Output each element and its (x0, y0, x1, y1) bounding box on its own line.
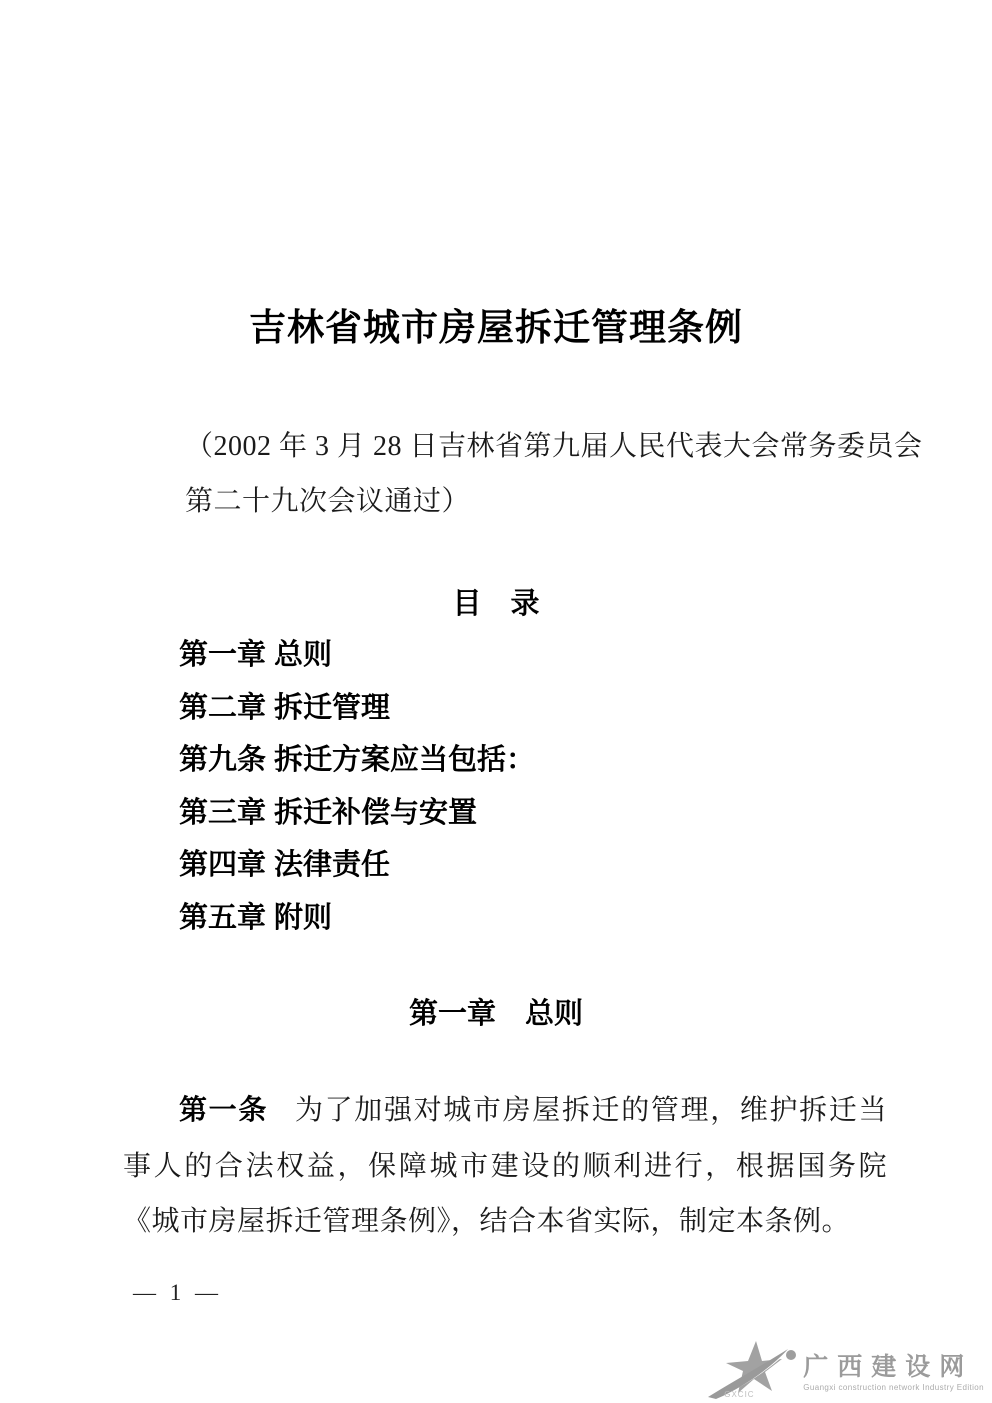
article-1-label: 第一条 (179, 1094, 268, 1125)
toc-item-chapter-4: 第四章 法律责任 (179, 849, 391, 882)
toc-item-chapter-3: 第三章 拆迁补偿与安置 (179, 796, 478, 829)
toc-item-article-9: 第九条 拆迁方案应当包括： (179, 744, 536, 777)
site-watermark (698, 1333, 984, 1401)
chapter-1-heading: 第一章 总则 (408, 998, 583, 1030)
adoption-note (185, 419, 923, 529)
site-name: 广西建设网 (803, 1354, 974, 1381)
site-subtitle: Guangxi construction network Industry Edition (803, 1383, 984, 1392)
star-logo-icon (698, 1333, 803, 1401)
document-title: 吉林省城市房屋拆迁管理条例 (249, 307, 743, 348)
toc-item-chapter-2: 第二章 拆迁管理 (179, 691, 391, 724)
logo-small-text: GXCIC (724, 1390, 755, 1399)
adoption-note-line: （2002 年 3 月 28 日吉林省第九届人民代表大会常务委员会 (185, 431, 923, 462)
toc-heading: 目 录 (452, 588, 540, 620)
toc-list (179, 629, 535, 945)
toc-item-chapter-1: 第一章 总则 (179, 639, 333, 671)
toc-item-chapter-5: 第五章 附则 (179, 901, 333, 934)
article-1-paragraph (123, 1082, 887, 1250)
page-number: — 1 — (133, 1280, 222, 1305)
adoption-note-line: 第二十九次会议通过） (185, 486, 471, 517)
article-1-text: 为了加强对城市房屋拆迁的管理，维护拆迁当事人的合法权益，保障城市建设的顺利进行，根据国务院《城市房屋拆迁管理条例》，结合本省实际，制定本条例。 (123, 1095, 887, 1237)
watermark-text (803, 1333, 984, 1392)
